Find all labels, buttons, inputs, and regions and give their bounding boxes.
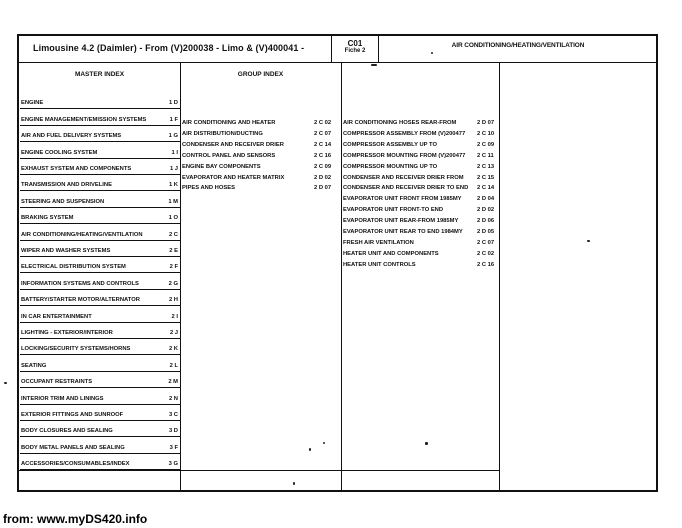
group-index-item[interactable] <box>343 196 503 206</box>
master-index-item[interactable] <box>20 93 180 109</box>
group-index-ref: 2 C 07 <box>314 130 332 137</box>
master-index-ref: 1 M <box>168 198 178 205</box>
group-index-label: CONDENSER AND RECEIVER DRIER FROM <box>343 174 464 181</box>
master-index-item[interactable] <box>20 224 180 240</box>
master-index-label: ELECTRICAL DISTRIBUTION SYSTEM <box>21 264 126 271</box>
group-index-item[interactable] <box>182 153 340 163</box>
group-index-item[interactable] <box>343 164 503 174</box>
group-index-ref: 2 D 04 <box>477 196 495 203</box>
master-index-item[interactable] <box>20 126 180 142</box>
group-index-ref: 2 C 02 <box>477 250 495 257</box>
group-index-label: ENGINE BAY COMPONENTS <box>182 163 261 170</box>
group-index-label: CONDENSER AND RECEIVER DRIER <box>182 141 284 148</box>
master-index-ref: 1 J <box>169 165 178 172</box>
master-index-ref: 3 G <box>168 461 178 468</box>
group-index-ref: 2 C 02 <box>314 120 332 126</box>
master-index-item[interactable] <box>20 159 180 175</box>
master-index-item[interactable] <box>20 454 180 470</box>
group-index-ref: 2 C 09 <box>477 141 495 148</box>
group-index-ref: 2 C 16 <box>477 261 495 268</box>
master-index-label: IN CAR ENTERTAINMENT <box>21 313 92 320</box>
master-index-ref: 2 L <box>169 362 178 369</box>
group-index-item[interactable] <box>343 262 503 272</box>
scan-speck <box>4 382 7 384</box>
group-index-heading: GROUP INDEX <box>237 71 284 78</box>
scan-speck <box>309 448 311 451</box>
group-index-ref: 2 C 15 <box>477 174 495 181</box>
master-index-item[interactable] <box>20 355 180 371</box>
master-index-label: INFORMATION SYSTEMS AND CONTROLS <box>21 280 139 287</box>
master-index-ref: 2 K <box>168 346 178 353</box>
group-index-item[interactable] <box>343 142 503 152</box>
master-index-label: BRAKING SYSTEM <box>21 215 74 222</box>
group-index-label: CONDENSER AND RECEIVER DRIER TO END <box>343 185 469 192</box>
master-index-ref: 2 I <box>171 313 178 320</box>
group-index-ref: 2 C 16 <box>314 152 332 159</box>
scan-speck <box>371 64 377 66</box>
master-index-item[interactable] <box>20 306 180 322</box>
master-index-item[interactable] <box>20 175 180 191</box>
group-index-ref: 2 D 02 <box>314 174 332 181</box>
column-divider <box>180 62 181 490</box>
group-index-label: AIR DISTRIBUTION/DUCTING <box>182 130 263 137</box>
group-index-item[interactable] <box>343 175 503 185</box>
group-index-label: EVAPORATOR UNIT REAR TO END 1984MY <box>343 229 463 235</box>
master-index-item[interactable] <box>20 372 180 388</box>
master-index-heading: MASTER INDEX <box>74 71 125 78</box>
master-index-item[interactable] <box>20 257 180 273</box>
group-index-ref: 2 C 14 <box>477 185 495 192</box>
master-index-ref: 3 F <box>169 444 178 451</box>
master-index-ref: 2 N <box>168 395 178 402</box>
sheet-title: Limousine 4.2 (Daimler) - From (V)200038 - Limo & (V)400041 - <box>33 43 305 53</box>
master-index-ref: 2 M <box>168 379 178 386</box>
group-index-item[interactable] <box>343 218 503 228</box>
scan-speck <box>293 482 295 485</box>
master-index-label: LOCKING/SECURITY SYSTEMS/HORNS <box>21 346 131 353</box>
master-index-ref: 3 C <box>168 411 178 418</box>
group-index-label: EVAPORATOR UNIT FRONT FROM 1985MY <box>343 196 462 203</box>
fiche-code-box <box>331 36 379 62</box>
master-index-ref: 1 K <box>168 182 178 189</box>
group-index-label: AIR CONDITIONING AND HEATER <box>182 120 276 126</box>
group-index-item[interactable] <box>182 120 340 130</box>
master-index-label: STEERING AND SUSPENSION <box>21 198 105 205</box>
group-index-ref: 2 C 07 <box>477 239 495 246</box>
master-index-item[interactable] <box>20 290 180 306</box>
master-index-label: ENGINE MANAGEMENT/EMISSION SYSTEMS <box>21 116 147 123</box>
master-index-label: LIGHTING - EXTERIOR/INTERIOR <box>21 329 113 336</box>
group-index-ref: 2 D 07 <box>314 185 332 192</box>
group-index-ref: 2 C 10 <box>477 130 495 137</box>
group-index-ref: 2 C 13 <box>477 163 495 170</box>
master-index-item[interactable] <box>20 109 180 125</box>
group-index-label: COMPRESSOR MOUNTING FROM (V)200477 <box>343 152 466 159</box>
group-index-ref: 2 D 02 <box>477 207 495 214</box>
group-index-item[interactable] <box>343 229 503 239</box>
master-index-item[interactable] <box>20 142 180 158</box>
master-index-label: ENGINE COOLING SYSTEM <box>21 149 98 156</box>
group-index-item[interactable] <box>343 240 503 250</box>
group-index-label: AIR CONDITIONING HOSES REAR-FROM <box>343 120 457 126</box>
master-index-item[interactable] <box>20 339 180 355</box>
master-index-item[interactable] <box>20 241 180 257</box>
group-index-item[interactable] <box>343 153 503 163</box>
master-index-label: ACCESSORIES/CONSUMABLES/INDEX <box>21 461 130 468</box>
column-divider <box>341 62 342 490</box>
master-index-item[interactable] <box>20 437 180 453</box>
master-index-ref: 1 G <box>168 133 178 140</box>
group-index-ref: 2 D 06 <box>477 218 495 225</box>
group-index-ref: 2 D 05 <box>477 229 495 235</box>
group-index-item[interactable] <box>182 164 340 174</box>
master-index-ref: 3 D <box>168 428 178 435</box>
master-index-ref: 1 I <box>171 149 178 156</box>
group-index-item[interactable] <box>343 251 503 261</box>
group-index-label: EVAPORATOR UNIT REAR-FROM 1985MY <box>343 218 459 225</box>
group-index-ref: 2 D 07 <box>477 120 495 126</box>
group-index-item[interactable] <box>343 207 503 217</box>
master-index-item[interactable] <box>20 405 180 421</box>
fiche-code: C01 <box>347 39 363 48</box>
master-index-ref: 2 H <box>168 297 178 304</box>
group-index-label: FRESH AIR VENTILATION <box>343 239 414 246</box>
group-index-label: CONTROL PANEL AND SENSORS <box>182 152 276 159</box>
master-index-label: BODY METAL PANELS AND SEALING <box>21 444 125 451</box>
master-index-label: WIPER AND WASHER SYSTEMS <box>21 247 111 254</box>
group-index-label: HEATER UNIT CONTROLS <box>343 261 416 268</box>
master-index-label: ENGINE <box>21 100 44 107</box>
group-index-item[interactable] <box>182 142 340 152</box>
scan-speck <box>425 442 428 445</box>
master-index-label: SEATING <box>21 362 47 369</box>
master-index-ref: 1 D <box>168 100 178 107</box>
master-index-label: BATTERY/STARTER MOTOR/ALTERNATOR <box>21 297 140 304</box>
master-index-label: INTERIOR TRIM AND LININGS <box>21 395 104 402</box>
group-index-label: COMPRESSOR ASSEMBLY UP TO <box>343 141 437 148</box>
master-index-ref: 2 F <box>169 264 178 271</box>
group-index-label: COMPRESSOR ASSEMBLY FROM (V)200477 <box>343 130 466 137</box>
master-index-ref: 2 C <box>168 231 178 238</box>
master-index-label: OCCUPANT RESTRAINTS <box>21 379 93 386</box>
master-index-item[interactable] <box>20 421 180 437</box>
group-index-item[interactable] <box>182 185 340 195</box>
master-index-item[interactable] <box>20 191 180 207</box>
master-index-label: EXHAUST SYSTEM AND COMPONENTS <box>21 165 132 172</box>
master-index-label: BODY CLOSURES AND SEALING <box>21 428 113 435</box>
master-index-label: TRANSMISSION AND DRIVELINE <box>21 182 112 189</box>
master-index-ref: 2 G <box>168 280 178 287</box>
microfiche-index-sheet <box>17 34 658 492</box>
master-index-label: EXTERIOR FITTINGS AND SUNROOF <box>21 411 124 418</box>
group-index-ref: 2 C 11 <box>477 152 494 159</box>
group-index-ref: 2 C 09 <box>314 163 332 170</box>
group-index-item[interactable] <box>343 185 503 195</box>
group-index-label: EVAPORATOR AND HEATER MATRIX <box>182 174 285 181</box>
master-index-item[interactable] <box>20 273 180 289</box>
master-index-item[interactable] <box>20 323 180 339</box>
master-index-ref: 2 J <box>169 329 178 336</box>
group-index-item[interactable] <box>343 120 503 130</box>
group-index-label: EVAPORATOR UNIT FRONT-TO END <box>343 207 444 214</box>
fiche-number: Fiche 2 <box>344 48 366 54</box>
group-index-item[interactable] <box>182 131 340 141</box>
section-title: AIR CONDITIONING/HEATING/VENTILATION <box>451 42 585 49</box>
master-index-label: AIR AND FUEL DELIVERY SYSTEMS <box>21 133 122 140</box>
scan-speck <box>431 52 433 54</box>
scan-speck <box>323 442 325 444</box>
scan-speck <box>587 240 590 242</box>
master-index-ref: 1 O <box>168 215 178 222</box>
master-index-ref: 2 E <box>169 247 178 254</box>
source-footer: from: www.myDS420.info <box>3 512 148 526</box>
group-index-label: HEATER UNIT AND COMPONENTS <box>343 250 439 257</box>
group-index-label: PIPES AND HOSES <box>182 185 235 192</box>
master-index-label: AIR CONDITIONING/HEATING/VENTILATION <box>21 231 143 238</box>
header-divider <box>19 62 656 63</box>
group-index-label: COMPRESSOR MOUNTING UP TO <box>343 163 438 170</box>
group-index-ref: 2 C 14 <box>314 141 332 148</box>
master-index-ref: 1 F <box>169 116 178 123</box>
group-index-item[interactable] <box>343 131 503 141</box>
master-index-item[interactable] <box>20 208 180 224</box>
group-index-item[interactable] <box>182 175 340 185</box>
master-index-item[interactable] <box>20 388 180 404</box>
